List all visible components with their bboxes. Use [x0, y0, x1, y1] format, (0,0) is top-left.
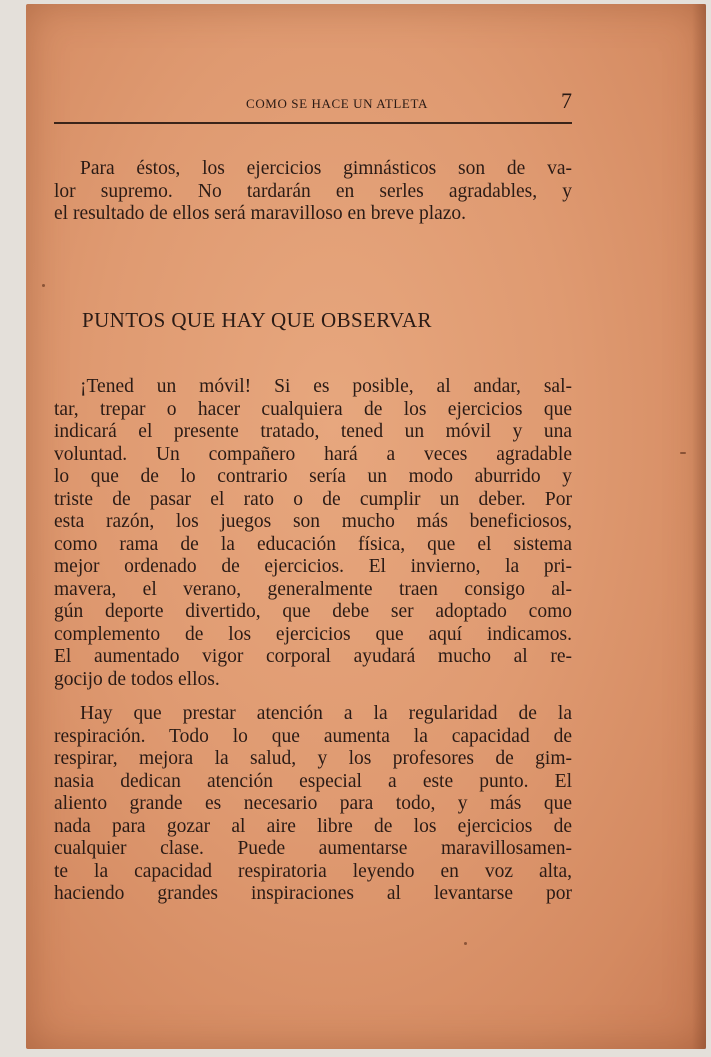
- paragraph-movil: [54, 376, 572, 691]
- header-rule: [54, 122, 572, 124]
- section-heading: PUNTOS QUE HAY QUE OBSERVAR: [82, 308, 432, 332]
- text-line: tar, trepar o hacer cualquiera de los ejercicios que: [54, 398, 572, 420]
- text-line: voluntad. Un compañero hará a veces agradable: [54, 443, 572, 465]
- text-line: Para éstos, los ejercicios gimnásticos son de va-: [80, 158, 572, 179]
- text-line: triste de pasar el rato o de cumplir un deber. Por: [54, 488, 572, 510]
- text-line: ¡Tened un móvil! Si es posible, al andar, sal-: [80, 376, 572, 397]
- text-line: haciendo grandes inspiraciones al levantarse por: [54, 883, 572, 904]
- paragraph-intro: [54, 158, 572, 226]
- page-number: 7: [561, 88, 572, 113]
- text-line: esta razón, los juegos son mucho más beneficiosos,: [54, 511, 572, 532]
- text-line: gocijo de todos ellos.: [54, 668, 220, 690]
- text-line: Hay que prestar atención a la regularidad de la: [80, 703, 572, 724]
- text-line: nada para gozar al aire libre de los ejercicios de: [54, 815, 572, 837]
- text-line: aliento grande es necesario para todo, y más que: [54, 793, 572, 814]
- text-line: indicará el presente tratado, tened un móvil y una: [54, 421, 572, 442]
- text-line: el resultado de ellos será maravilloso en breve plazo.: [54, 203, 467, 224]
- paper-speck: [680, 452, 686, 454]
- page-header: [54, 88, 572, 120]
- text-line: complemento de los ejercicios que aquí indicamos.: [54, 623, 572, 645]
- text-line: nasia dedican atención especial a este punto. El: [54, 770, 572, 792]
- text-line: lo que de lo contrario sería un modo aburrido y: [54, 466, 572, 487]
- paragraph-respiracion: [54, 703, 572, 906]
- text-line: te la capacidad respiratoria leyendo en voz alta,: [54, 860, 572, 882]
- text-line: gún deporte divertido, que debe ser adoptado como: [54, 601, 572, 622]
- paper-speck: [42, 284, 45, 287]
- text-line: respiración. Todo lo que aumenta la capacidad de: [54, 725, 572, 747]
- text-line: mejor ordenado de ejercicios. El invierno, la pri-: [54, 556, 572, 577]
- text-line: lor supremo. No tardarán en serles agradables, y: [54, 180, 572, 202]
- paper-speck: [464, 942, 467, 945]
- text-line: como rama de la educación física, que el sistema: [54, 533, 572, 555]
- text-line: respirar, mejora la salud, y los profesores de gim-: [54, 748, 572, 769]
- text-line: cualquier clase. Puede aumentarse maravillosamen-: [54, 838, 572, 859]
- page-edge-shadow: [692, 4, 706, 1049]
- text-line: El aumentado vigor corporal ayudará mucho al re-: [54, 646, 572, 667]
- running-head: COMO SE HACE UN ATLETA: [246, 96, 428, 111]
- text-line: mavera, el verano, generalmente traen consigo al-: [54, 578, 572, 600]
